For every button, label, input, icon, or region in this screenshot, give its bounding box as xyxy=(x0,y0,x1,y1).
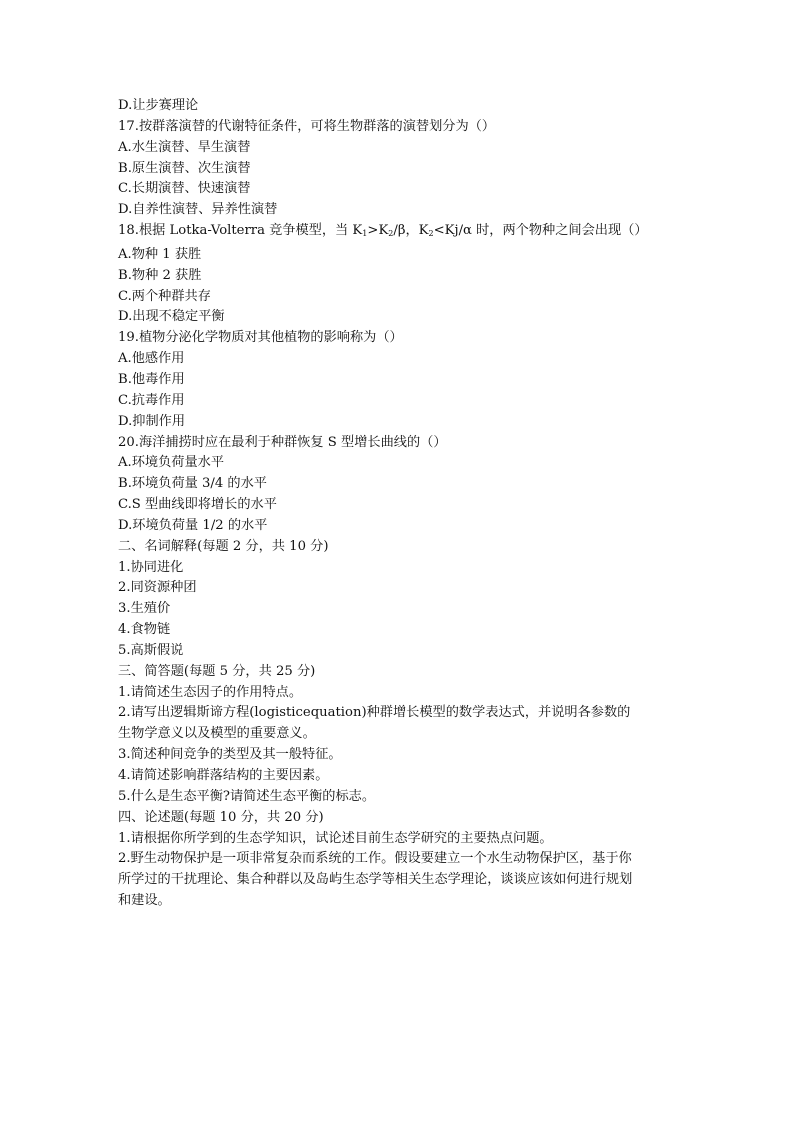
option-c: C.S 型曲线即将增长的水平 xyxy=(118,497,277,513)
q18-prefix: 18.根据 Lotka-Volterra 竞争模型，当 K xyxy=(118,223,363,239)
option-a: A.他感作用 xyxy=(118,351,185,367)
short-answer-item: 1.请简述生态因子的作用特点。 xyxy=(118,684,303,700)
term-item: 2.同资源种团 xyxy=(118,580,197,596)
term-item: 4.食物链 xyxy=(118,622,171,638)
option-d: D.自养性演替、异养性演替 xyxy=(118,202,278,218)
short-answer-item-continued: 生物学意义以及模型的重要意义。 xyxy=(118,726,316,742)
q18-sub-2: 2 xyxy=(388,229,394,239)
option-c: C.两个种群共存 xyxy=(118,288,211,304)
option-c: C.长期演替、快速演替 xyxy=(118,181,251,197)
option-b: B.原生演替、次生演替 xyxy=(118,160,251,176)
section-heading: 二、名词解释(每题 2 分，共 10 分) xyxy=(118,538,329,554)
term-item: 5.高斯假说 xyxy=(118,642,184,658)
essay-item: 2.野生动物保护是一项非常复杂而系统的工作。假设要建立一个水生动物保护区，基于你 xyxy=(118,851,632,867)
short-answer-item: 3.简述种间竞争的类型及其一般特征。 xyxy=(118,747,342,763)
question-20: 20.海洋捕捞时应在最利于种群恢复 S 型增长曲线的（） xyxy=(118,434,447,450)
option-d: D.出现不稳定平衡 xyxy=(118,309,225,325)
term-item: 1.协同进化 xyxy=(118,559,184,575)
text-line: D.让步赛理论 xyxy=(118,98,199,113)
q18-sub-3: 2 xyxy=(428,229,434,239)
q18-suffix: <Kj/α 时，两个物种之间会出现（） xyxy=(433,223,648,239)
question-19: 19.植物分泌化学物质对其他植物的影响称为（） xyxy=(118,330,403,346)
option-b: B.环境负荷量 3/4 的水平 xyxy=(118,476,267,492)
question-17: 17.按群落演替的代谢特征条件，可将生物群落的演替划分为（） xyxy=(118,118,496,134)
q18-sub-1: 1 xyxy=(362,229,368,239)
q18-mid-2: /β，K xyxy=(393,223,429,239)
section-heading: 四、论述题(每题 10 分，共 20 分) xyxy=(118,809,324,825)
option-a: A.水生演替、旱生演替 xyxy=(118,139,251,155)
term-item: 3.生殖价 xyxy=(118,601,171,617)
question-18 xyxy=(118,221,678,245)
option-b: B.物种 2 获胜 xyxy=(118,267,202,283)
essay-item-continued: 所学过的干扰理论、集合种群以及岛屿生态学等相关生态学理论，谈谈应该如何进行规划 xyxy=(118,872,633,888)
essay-item-continued: 和建设。 xyxy=(118,893,171,909)
option-a: A.物种 1 获胜 xyxy=(118,246,202,262)
document-page xyxy=(118,96,678,912)
option-d: D.环境负荷量 1/2 的水平 xyxy=(118,517,268,533)
short-answer-item: 4.请简述影响群落结构的主要因素。 xyxy=(118,768,329,783)
short-answer-item: 2.请写出逻辑斯谛方程(logisticequation)种群增长模型的数学表达式，并说明各参数的 xyxy=(118,705,631,721)
q18-mid-1: >K xyxy=(367,223,389,239)
short-answer-item: 5.什么是生态平衡?请简述生态平衡的标志。 xyxy=(118,788,376,804)
essay-item: 1.请根据你所学到的生态学知识，试论述目前生态学研究的主要热点问题。 xyxy=(118,830,553,846)
section-heading: 三、简答题(每题 5 分，共 25 分) xyxy=(118,663,316,679)
option-d: D.抑制作用 xyxy=(118,413,186,429)
option-c: C.抗毒作用 xyxy=(118,392,185,408)
option-b: B.他毒作用 xyxy=(118,371,185,387)
option-a: A.环境负荷量水平 xyxy=(118,455,225,471)
